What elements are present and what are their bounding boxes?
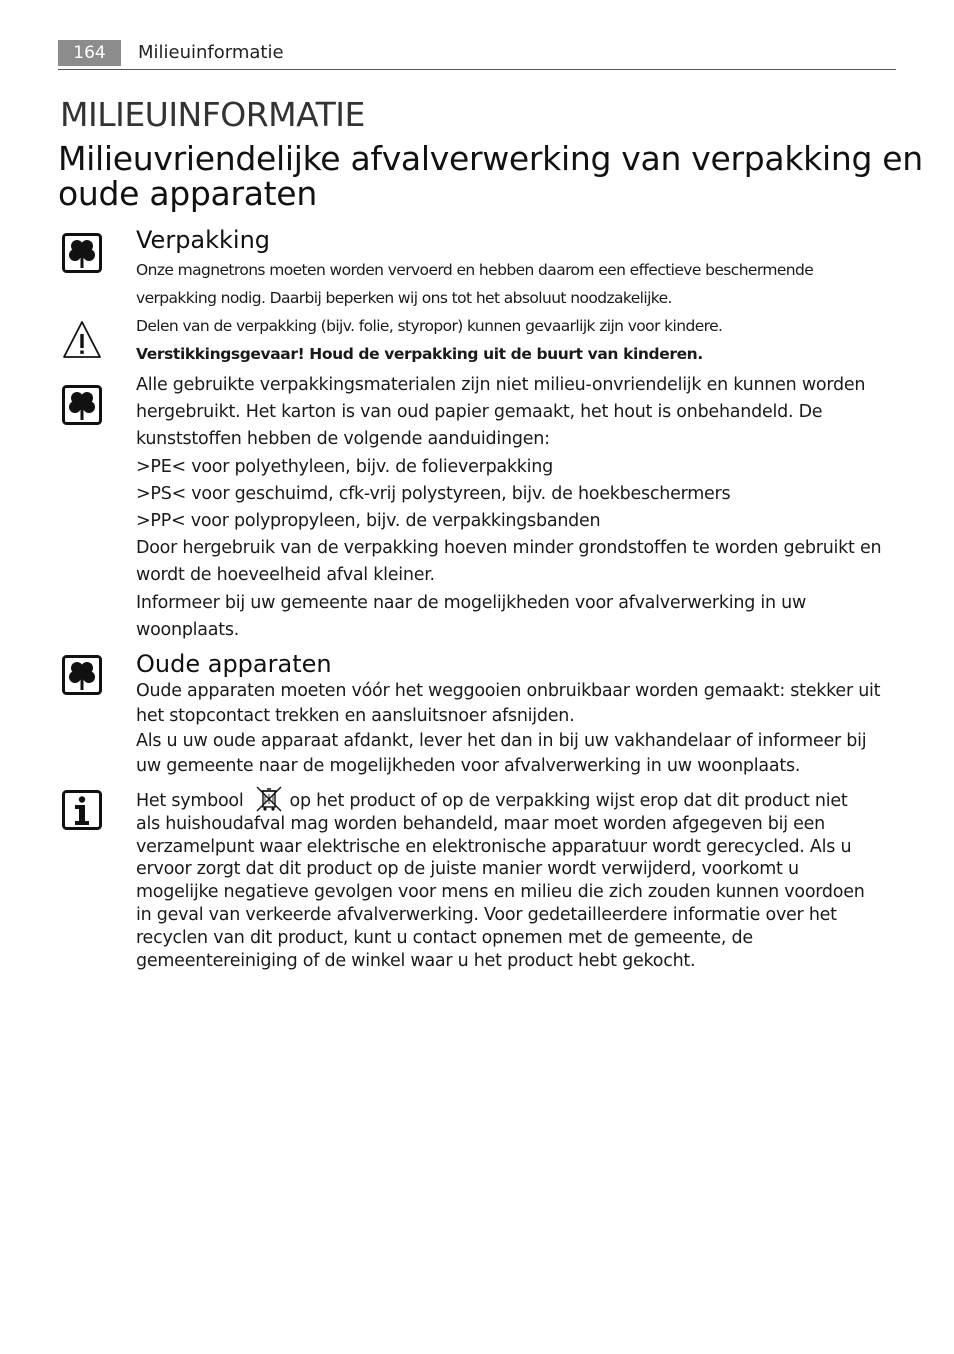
text-line: Als u uw oude apparaat afdankt, lever het dan in bij uw vakhandelaar of informeer bij — [136, 731, 867, 751]
text-line: wordt de hoeveelheid afval kleiner. — [136, 565, 435, 586]
crossed-out-bin-icon — [254, 786, 284, 812]
header-section-label: Milieuinformatie — [138, 42, 284, 63]
warning-triangle-icon — [62, 320, 102, 360]
verpakking-heading: Verpakking — [136, 226, 271, 254]
page-header — [58, 40, 896, 70]
text-line: >PE< voor polyethyleen, bijv. de folieverpakking — [136, 456, 553, 477]
oude-apparaten-text — [136, 679, 896, 779]
caution-text: Delen van de verpakking (bijv. folie, styropor) kunnen gevaarlijk zijn voor kindere. — [136, 317, 723, 335]
text-line: Onze magnetrons moeten worden vervoerd en hebben daarom een effectieve beschermende — [136, 261, 814, 279]
text-line: ervoor zorgt dat dit product op de juiste manier wordt verwijderd, voorkomt u — [136, 859, 799, 880]
text-line: hergebruikt. Het karton is van oud papier gemaakt, het hout is onbehandeld. De — [136, 402, 823, 423]
text-line: Door hergebruik van de verpakking hoeven minder grondstoffen te worden gebruikt en — [136, 538, 882, 559]
text-line: recyclen van dit product, kunt u contact opnemen met de gemeente, de — [136, 927, 753, 948]
text-line: >PP< voor polypropyleen, bijv. de verpakkingsbanden — [136, 511, 601, 532]
verpakking-intro — [136, 256, 896, 368]
text-line: als huishoudafval mag worden behandeld, maar moet worden afgegeven bij een — [136, 813, 826, 834]
page-number: 164 — [58, 40, 121, 66]
text-line: uw gemeente naar de mogelijkheden voor afvalverwerking in uw woonplaats. — [136, 756, 801, 776]
verpakking-materials — [136, 372, 896, 644]
info-text-before-symbol: Het symbool — [136, 791, 244, 811]
info-text — [136, 786, 896, 972]
text-line: verpakking nodig. Daarbij beperken wij ons tot het absoluut noodzakelijke. — [136, 289, 672, 307]
text-line: Alle gebruikte verpakkingsmaterialen zijn niet milieu-onvriendelijk en kunnen worden — [136, 375, 866, 395]
warning-text: Verstikkingsgevaar! Houd de verpakking uit de buurt van kinderen. — [136, 345, 703, 363]
oude-apparaten-heading: Oude apparaten — [136, 650, 332, 678]
text-line — [136, 786, 896, 813]
page-subtitle: Milieuvriendelijke afvalverwerking van verpakking en oude apparaten — [58, 139, 923, 213]
text-line: Informeer bij uw gemeente naar de mogelijkheden voor afvalverwerking in uw — [136, 592, 807, 613]
environment-clover-icon — [62, 655, 102, 695]
text-line: mogelijke negatieve gevolgen voor mens en milieu die zich zouden kunnen voordoen — [136, 882, 865, 903]
info-icon — [62, 790, 102, 830]
info-text-after-symbol: op het product of op de verpakking wijst erop dat dit product niet — [289, 791, 848, 811]
environment-clover-icon — [62, 233, 102, 273]
text-line: verzamelpunt waar elektrische en elektronische apparatuur wordt gerecycled. Als u — [136, 836, 852, 857]
text-line: het stopcontact trekken en aansluitsnoer afsnijden. — [136, 706, 575, 726]
page-title: MILIEUINFORMATIE — [60, 95, 365, 134]
text-line: gemeentereiniging of de winkel waar u het product hebt gekocht. — [136, 950, 696, 971]
text-line: Oude apparaten moeten vóór het weggooien onbruikbaar worden gemaakt: stekker uit — [136, 681, 881, 701]
text-line: kunststoffen hebben de volgende aanduidingen: — [136, 429, 550, 450]
text-line: >PS< voor geschuimd, cfk-vrij polystyreen, bijv. de hoekbeschermers — [136, 483, 731, 504]
environment-clover-icon — [62, 385, 102, 425]
text-line: woonplaats. — [136, 619, 240, 640]
text-line: in geval van verkeerde afvalverwerking. Voor gedetailleerdere informatie over het — [136, 904, 837, 925]
